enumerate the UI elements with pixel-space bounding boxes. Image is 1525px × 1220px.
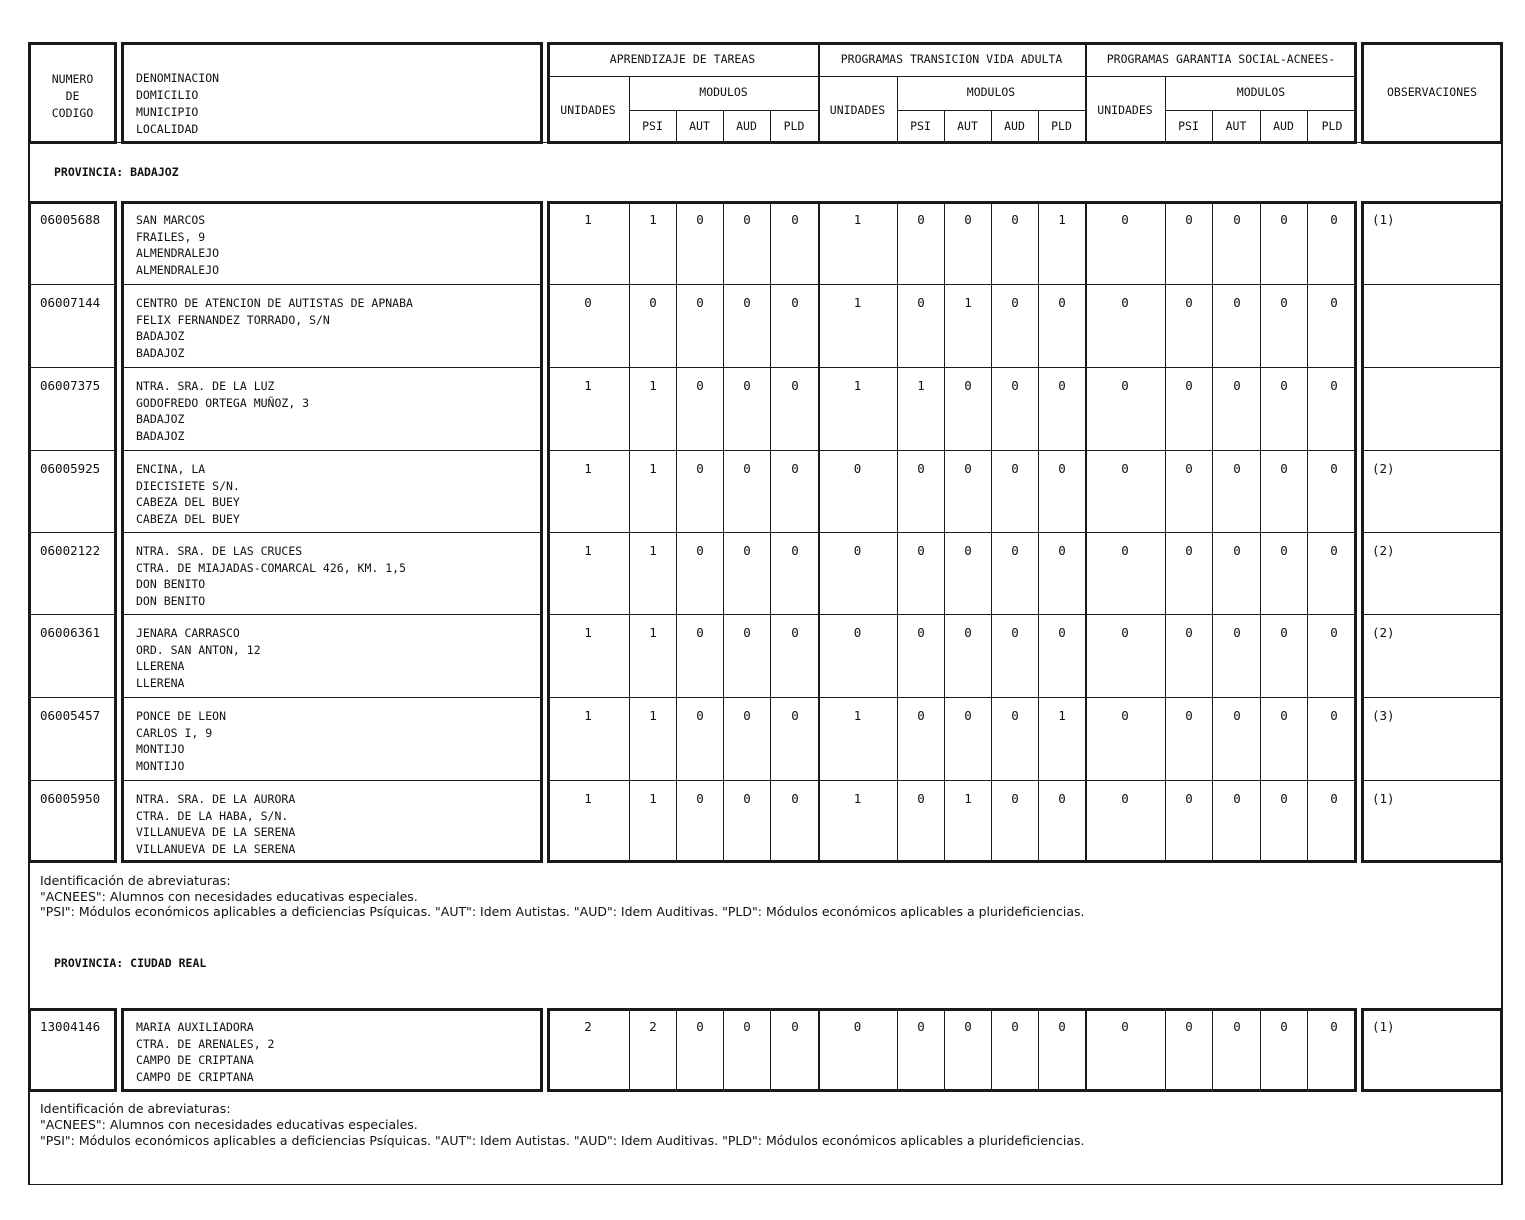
header-code-label: NUMERO <box>51 72 94 86</box>
cell-value: 0 <box>1280 461 1288 476</box>
data-col-divider <box>1260 1008 1261 1092</box>
center-address-line: ALMENDRALEJO <box>136 262 220 277</box>
cell-value: 1 <box>649 625 657 640</box>
cell-value: 0 <box>1058 1019 1066 1034</box>
group-title-divider <box>547 76 1357 77</box>
center-address-line: CABEZA DEL BUEY <box>136 511 240 526</box>
cell-value: 0 <box>1185 791 1193 806</box>
cell-value: 1 <box>649 708 657 723</box>
cell-value: 0 <box>1280 378 1288 393</box>
center-address-line: VILLANUEVA DE LA SERENA <box>136 841 296 856</box>
center-code: 06002122 <box>40 543 101 558</box>
outer-bottom-border <box>28 1184 1503 1185</box>
cell-value: 0 <box>1233 708 1241 723</box>
cell-value: 1 <box>584 625 592 640</box>
cell-value: 1 <box>584 708 592 723</box>
cell-value: 0 <box>696 625 704 640</box>
cell-value: 0 <box>696 212 704 227</box>
cell-value: 0 <box>696 791 704 806</box>
cell-value: 0 <box>1011 791 1019 806</box>
cell-value: 0 <box>1233 543 1241 558</box>
abbreviation-acnees: "ACNEES": Alumnos con necesidades educativas especiales. <box>40 889 418 904</box>
center-address-line: ALMENDRALEJO <box>136 246 220 261</box>
row-divider <box>28 450 117 451</box>
cell-value: 0 <box>1233 295 1241 310</box>
center-code: 06005457 <box>40 708 101 723</box>
cell-value: 1 <box>649 543 657 558</box>
cell-value: 0 <box>1121 543 1129 558</box>
cell-value: 1 <box>584 378 592 393</box>
center-address-line: ORD. SAN ANTON, 12 <box>136 642 261 657</box>
center-address-line: MONTIJO <box>136 742 185 757</box>
cell-value: 0 <box>917 212 925 227</box>
cell-value: 0 <box>853 1019 862 1034</box>
observation-note: (1) <box>1372 1019 1395 1034</box>
data-col-divider <box>944 1008 945 1092</box>
module-label-psi: PSI <box>910 119 931 133</box>
row-divider <box>121 780 543 781</box>
center-address-line: MONTIJO <box>136 758 185 773</box>
center-address-line: BADAJOZ <box>136 412 185 427</box>
data-col-divider <box>991 1008 992 1092</box>
data-col-divider <box>1212 1008 1213 1092</box>
center-address-line: CTRA. DE ARENALES, 2 <box>136 1036 275 1051</box>
center-code: 06006361 <box>40 625 101 640</box>
cell-value: 0 <box>917 791 925 806</box>
center-address-line: VILLANUEVA DE LA SERENA <box>136 825 296 840</box>
cell-value: 0 <box>743 791 751 806</box>
cell-value: 0 <box>1011 461 1019 476</box>
abbreviation-acnees: "ACNEES": Alumnos con necesidades educativas especiales. <box>40 1117 418 1132</box>
cell-value: 0 <box>964 461 972 476</box>
cell-value: 0 <box>1058 625 1066 640</box>
center-code: 06005950 <box>40 791 101 806</box>
cell-value: 0 <box>1011 212 1019 227</box>
section-divider <box>28 142 1503 143</box>
center-code: 06007375 <box>40 378 101 393</box>
cell-value: 0 <box>743 543 751 558</box>
cell-value: 0 <box>853 625 862 640</box>
cell-value: 0 <box>791 461 799 476</box>
cell-value: 0 <box>1185 461 1193 476</box>
cell-value: 0 <box>853 461 862 476</box>
center-address-line: CENTRO DE ATENCION DE AUTISTAS DE APNABA <box>136 296 413 310</box>
cell-value: 1 <box>649 791 657 806</box>
center-address-line: CARLOS I, 9 <box>136 725 213 740</box>
cell-value: 0 <box>1330 708 1338 723</box>
cell-value: 0 <box>1280 543 1288 558</box>
cell-value: 0 <box>791 625 799 640</box>
cell-value: 1 <box>649 461 657 476</box>
center-code: 06007144 <box>40 295 101 310</box>
cell-value: 0 <box>743 461 751 476</box>
cell-value: 0 <box>917 625 925 640</box>
cell-value: 2 <box>649 1019 657 1034</box>
module-label-aud: AUD <box>736 119 757 133</box>
row-divider <box>121 284 543 285</box>
cell-value: 0 <box>917 461 925 476</box>
cell-value: 0 <box>791 543 799 558</box>
cell-value: 1 <box>853 378 862 393</box>
module-label-aud: AUD <box>1273 119 1294 133</box>
row-divider <box>547 450 1357 451</box>
cell-value: 0 <box>1121 295 1129 310</box>
cell-value: 0 <box>1330 543 1338 558</box>
module-label-psi: PSI <box>642 119 663 133</box>
data-col-divider <box>818 1008 820 1092</box>
cell-value: 0 <box>917 708 925 723</box>
cell-value: 0 <box>1011 295 1019 310</box>
province-title: PROVINCIA: CIUDAD REAL <box>54 956 207 970</box>
cell-value: 1 <box>649 378 657 393</box>
unidades-label: UNIDADES <box>560 103 616 117</box>
cell-value: 0 <box>743 212 751 227</box>
cell-value: 0 <box>1233 625 1241 640</box>
cell-value: 0 <box>791 708 799 723</box>
cell-value: 0 <box>1121 212 1129 227</box>
cell-value: 0 <box>1330 791 1338 806</box>
cell-value: 0 <box>1058 791 1066 806</box>
cell-value: 0 <box>584 295 592 310</box>
cell-value: 1 <box>853 791 862 806</box>
header-denominacion-label: DOMICILIO <box>136 88 199 102</box>
row-divider <box>121 532 543 533</box>
center-address-line: BADAJOZ <box>136 329 185 344</box>
center-address-line: DIECISIETE S/N. <box>136 478 240 493</box>
header-observaciones-label: OBSERVACIONES <box>1386 85 1477 99</box>
cell-value: 0 <box>1011 543 1019 558</box>
cell-value: 0 <box>743 295 751 310</box>
row-divider <box>28 697 117 698</box>
row-divider <box>547 780 1357 781</box>
center-address-line: JENARA CARRASCO <box>136 626 240 640</box>
row-divider <box>28 284 117 285</box>
data-col-divider <box>629 1008 630 1092</box>
center-address-line: SAN MARCOS <box>136 213 206 227</box>
cell-value: 0 <box>1330 378 1338 393</box>
data-col-divider <box>676 1008 677 1092</box>
cell-value: 1 <box>1058 212 1066 227</box>
cell-value: 0 <box>1011 625 1019 640</box>
group-title-garantia: PROGRAMAS GARANTIA SOCIAL-ACNEES- <box>1106 52 1336 66</box>
cell-value: 0 <box>791 212 799 227</box>
cell-value: 0 <box>1280 625 1288 640</box>
cell-value: 0 <box>1058 295 1066 310</box>
module-label-aud: AUD <box>1004 119 1025 133</box>
center-address-line: DON BENITO <box>136 577 206 592</box>
header-denominacion-label: MUNICIPIO <box>136 105 199 119</box>
cell-value: 1 <box>964 295 972 310</box>
center-address-line: CTRA. DE MIAJADAS-COMARCAL 426, KM. 1,5 <box>136 560 407 575</box>
cell-value: 0 <box>696 461 704 476</box>
center-address-line: MARIA AUXILIADORA <box>136 1020 254 1034</box>
cell-value: 0 <box>1330 461 1338 476</box>
row-divider <box>1361 367 1503 368</box>
observation-note: (3) <box>1372 708 1395 723</box>
abbreviation-modules: "PSI": Módulos económicos aplicables a deficiencias Psíquicas. "AUT": Idem Autistas. "AUD": Idem Auditivas. "PLD": Módulos económicos aplicables a plurideficiencias. <box>40 1133 1085 1148</box>
cell-value: 2 <box>584 1019 592 1034</box>
cell-value: 0 <box>1330 212 1338 227</box>
modulos-label: MODULOS <box>699 85 748 99</box>
cell-value: 0 <box>1058 543 1066 558</box>
cell-value: 0 <box>853 543 862 558</box>
cell-value: 0 <box>1185 295 1193 310</box>
row-divider <box>547 532 1357 533</box>
cell-value: 1 <box>584 212 592 227</box>
center-address-line: NTRA. SRA. DE LA AURORA <box>136 792 296 806</box>
row-divider <box>1361 450 1503 451</box>
row-divider <box>1361 284 1503 285</box>
cell-value: 1 <box>1058 708 1066 723</box>
cell-value: 0 <box>1280 212 1288 227</box>
cell-value: 1 <box>853 708 862 723</box>
header-denominacion-label: LOCALIDAD <box>136 122 199 136</box>
modulos-label: MODULOS <box>1236 85 1286 99</box>
group-title-aprendizaje: APRENDIZAJE DE TAREAS <box>609 52 756 66</box>
cell-value: 0 <box>964 708 972 723</box>
cell-value: 0 <box>1185 1019 1193 1034</box>
observation-note: (1) <box>1372 791 1395 806</box>
cell-value: 0 <box>791 791 799 806</box>
observation-note: (1) <box>1372 212 1395 227</box>
module-label-psi: PSI <box>1178 119 1199 133</box>
observation-note: (2) <box>1372 543 1395 558</box>
data-col-divider <box>1307 1008 1308 1092</box>
abbreviations-title: Identificación de abreviaturas: <box>40 1101 231 1116</box>
cell-value: 1 <box>584 461 592 476</box>
center-address-line: LLERENA <box>136 659 185 674</box>
cell-value: 0 <box>743 708 751 723</box>
data-col-divider <box>1038 1008 1039 1092</box>
cell-value: 0 <box>1185 625 1193 640</box>
row-divider <box>1361 697 1503 698</box>
cell-value: 0 <box>1121 791 1129 806</box>
center-address-line: BADAJOZ <box>136 345 185 360</box>
cell-value: 0 <box>1011 708 1019 723</box>
cell-value: 0 <box>917 295 925 310</box>
module-label-aut: AUT <box>957 119 978 133</box>
module-label-aut: AUT <box>1225 119 1247 133</box>
cell-value: 0 <box>696 1019 704 1034</box>
cell-value: 1 <box>853 212 862 227</box>
cell-value: 0 <box>791 378 799 393</box>
cell-value: 0 <box>1233 378 1241 393</box>
cell-value: 1 <box>584 791 592 806</box>
row-divider <box>28 780 117 781</box>
module-label-aut: AUT <box>689 119 710 133</box>
cell-value: 0 <box>1233 1019 1241 1034</box>
row-divider <box>121 367 543 368</box>
center-code: 13004146 <box>40 1019 101 1034</box>
abbreviation-modules: "PSI": Módulos económicos aplicables a deficiencias Psíquicas. "AUT": Idem Autistas. "AUD": Idem Auditivas. "PLD": Módulos económicos aplicables a plurideficiencias. <box>40 904 1085 919</box>
row-divider <box>547 284 1357 285</box>
cell-value: 0 <box>1280 295 1288 310</box>
cell-value: 0 <box>696 708 704 723</box>
cell-value: 0 <box>1233 461 1241 476</box>
cell-value: 1 <box>649 212 657 227</box>
header-code-label: DE <box>65 89 80 103</box>
center-address-line: FRAILES, 9 <box>136 229 206 244</box>
modulos-divider <box>1165 110 1357 111</box>
data-col-divider <box>770 1008 771 1092</box>
center-address-line: FELIX FERNANDEZ TORRADO, S/N <box>136 312 330 327</box>
abbreviations-title: Identificación de abreviaturas: <box>40 873 231 888</box>
data-col-divider <box>723 1008 724 1092</box>
center-address-line: PONCE DE LEON <box>136 709 227 723</box>
cell-value: 0 <box>1280 708 1288 723</box>
cell-value: 0 <box>964 1019 972 1034</box>
center-address-line: CAMPO DE CRIPTANA <box>136 1069 254 1084</box>
cell-value: 0 <box>1011 1019 1019 1034</box>
cell-value: 1 <box>853 295 862 310</box>
cell-value: 0 <box>1280 1019 1288 1034</box>
cell-value: 0 <box>1185 378 1193 393</box>
cell-value: 0 <box>649 295 657 310</box>
row-divider <box>1361 780 1503 781</box>
group-title-transicion: PROGRAMAS TRANSICION VIDA ADULTA <box>840 52 1063 66</box>
row-divider <box>547 614 1357 615</box>
cell-value: 0 <box>743 378 751 393</box>
cell-value: 1 <box>917 378 925 393</box>
row-divider <box>28 532 117 533</box>
cell-value: 0 <box>696 543 704 558</box>
center-address-line: LLERENA <box>136 675 185 690</box>
cell-value: 0 <box>1058 461 1066 476</box>
cell-value: 0 <box>964 212 972 227</box>
cell-value: 0 <box>1121 378 1129 393</box>
cell-value: 0 <box>1330 625 1338 640</box>
observation-note: (2) <box>1372 461 1395 476</box>
cell-value: 0 <box>743 625 751 640</box>
cell-value: 0 <box>1011 378 1019 393</box>
row-divider <box>1361 614 1503 615</box>
data-col-divider <box>1165 1008 1166 1092</box>
cell-value: 0 <box>1233 791 1241 806</box>
center-code: 06005925 <box>40 461 101 476</box>
cell-value: 0 <box>1121 461 1129 476</box>
row-divider <box>547 697 1357 698</box>
center-address-line: ENCINA, LA <box>136 462 206 476</box>
cell-value: 0 <box>1280 791 1288 806</box>
center-address-line: CTRA. DE LA HABA, S/N. <box>136 808 289 823</box>
center-address-line: BADAJOZ <box>136 428 185 443</box>
module-label-pld: PLD <box>1321 119 1343 133</box>
cell-value: 0 <box>1330 295 1338 310</box>
row-divider <box>121 614 543 615</box>
data-col-divider <box>1085 1008 1087 1092</box>
center-address-line: CAMPO DE CRIPTANA <box>136 1053 254 1068</box>
cell-value: 0 <box>1121 1019 1129 1034</box>
header-denominacion-label: DENOMINACION <box>136 71 220 85</box>
cell-value: 0 <box>696 295 704 310</box>
cell-value: 0 <box>1185 708 1193 723</box>
cell-value: 0 <box>964 625 972 640</box>
row-divider <box>121 450 543 451</box>
data-col-divider <box>897 1008 898 1092</box>
cell-value: 0 <box>743 1019 751 1034</box>
module-label-pld: PLD <box>1051 119 1072 133</box>
center-code: 06005688 <box>40 212 101 227</box>
center-address-line: DON BENITO <box>136 593 206 608</box>
center-address-line: CABEZA DEL BUEY <box>136 495 240 510</box>
row-divider <box>28 367 117 368</box>
center-address-line: GODOFREDO ORTEGA MUÑOZ, 3 <box>136 395 310 410</box>
center-address-line: NTRA. SRA. DE LA LUZ <box>136 379 275 393</box>
row-divider <box>121 697 543 698</box>
cell-value: 0 <box>1058 378 1066 393</box>
province-title: PROVINCIA: BADAJOZ <box>54 165 179 179</box>
row-divider <box>547 367 1357 368</box>
cell-value: 0 <box>1233 212 1241 227</box>
cell-value: 0 <box>917 1019 925 1034</box>
cell-value: 0 <box>964 378 972 393</box>
module-label-pld: PLD <box>783 119 805 133</box>
row-divider <box>28 614 117 615</box>
cell-value: 0 <box>1185 543 1193 558</box>
cell-value: 0 <box>791 295 799 310</box>
observation-note: (2) <box>1372 625 1395 640</box>
cell-value: 1 <box>584 543 592 558</box>
unidades-label: UNIDADES <box>1097 103 1153 117</box>
row-divider <box>1361 532 1503 533</box>
modulos-label: MODULOS <box>966 85 1016 99</box>
cell-value: 0 <box>964 543 972 558</box>
cell-value: 0 <box>696 378 704 393</box>
cell-value: 0 <box>1185 212 1193 227</box>
cell-value: 0 <box>1330 1019 1338 1034</box>
center-address-line: NTRA. SRA. DE LAS CRUCES <box>136 544 303 558</box>
cell-value: 0 <box>917 543 925 558</box>
cell-value: 0 <box>1121 708 1129 723</box>
cell-value: 1 <box>964 791 972 806</box>
unidades-label: UNIDADES <box>829 103 886 117</box>
cell-value: 0 <box>791 1019 799 1034</box>
cell-value: 0 <box>1121 625 1129 640</box>
header-code-label: CODIGO <box>51 106 94 120</box>
